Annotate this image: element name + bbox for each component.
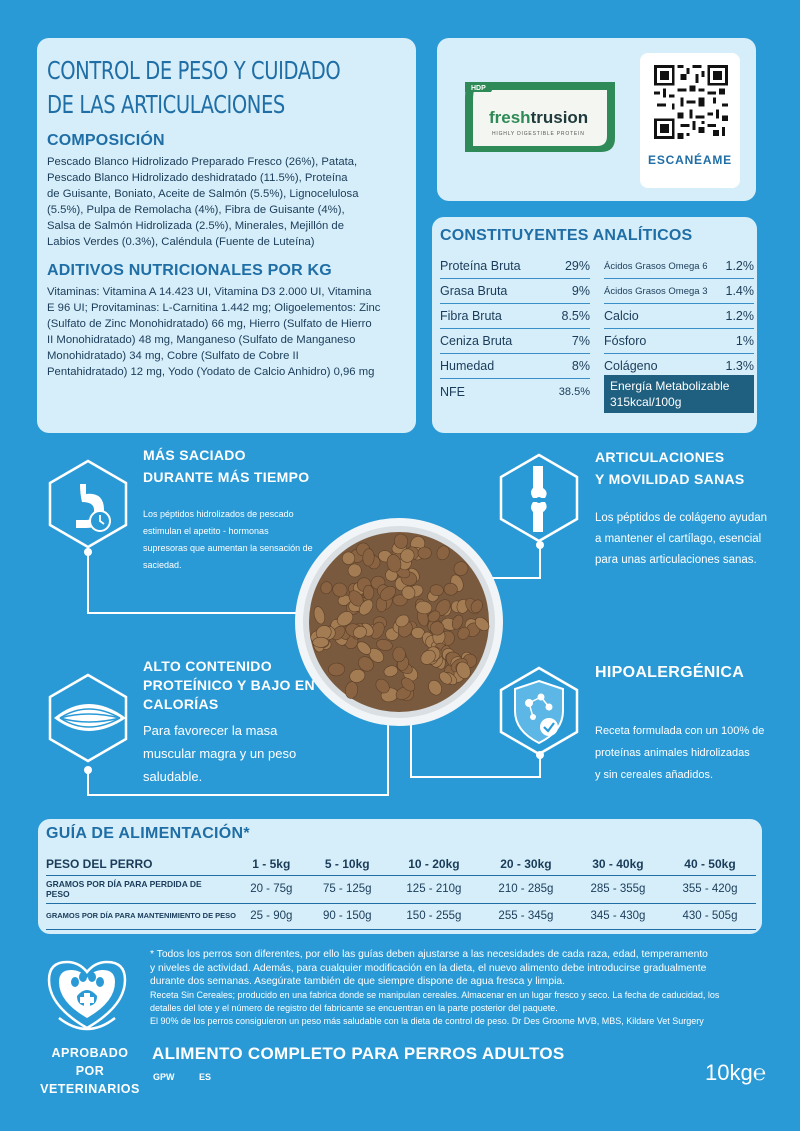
- loss-cell: 210 - 285g: [480, 875, 572, 903]
- footnote-line: y niveles de actividad. Además, para cualquier modificación en la dieta, el nuevo alimento debe introducirse gradualmente: [150, 962, 707, 974]
- analytical-row: [440, 354, 590, 379]
- row-value: 7%: [571, 334, 590, 348]
- row-label: Ácidos Grasos Omega 6: [604, 260, 708, 272]
- analytical-row: [440, 254, 590, 279]
- loss-cell: 285 - 355g: [572, 875, 664, 903]
- stomach-clock-icon: [42, 458, 134, 550]
- vet-heart-paw-icon: [45, 958, 130, 1033]
- satiety-line: saciedad.: [143, 560, 182, 570]
- freshtrusion-badge: [457, 76, 622, 158]
- table-row: [46, 903, 756, 929]
- additives-line: E 96 UI; Provitaminas: L-Carnitina 1.442 mg; Oligoelementos: Zinc: [47, 302, 381, 314]
- connector-line: [539, 545, 541, 579]
- weight-cell: 1 - 5kg: [236, 853, 307, 875]
- row-value: 1.4%: [725, 284, 754, 298]
- footnote-line: El 90% de los perros consiguieron un peso más saludable con la dieta de control de peso. Dr Des Groome MVB, MBS, Kildare Vet Surgery: [150, 1015, 704, 1026]
- table-row: [46, 875, 756, 903]
- badge-brand-2: trusion: [530, 108, 589, 127]
- maint-cell: 150 - 255g: [388, 903, 480, 929]
- qr-code[interactable]: [654, 65, 728, 139]
- code-gpw: GPW: [153, 1072, 175, 1082]
- footnote-line: * Todos los perros son diferentes, por ello las guías deben ajustarse a las necesidades de cada raza, edad, temperamento: [150, 949, 708, 960]
- badge-brand-1: fresh: [489, 108, 531, 127]
- shield-molecule-icon: [493, 665, 585, 757]
- feeding-table: [46, 853, 756, 930]
- product-codes: [153, 1072, 233, 1082]
- analytical-row: [604, 279, 754, 304]
- analytical-row: [604, 329, 754, 354]
- satiety-line: supresoras que aumentan la sensación de: [143, 543, 313, 553]
- composition-line: Pescado Blanco Hidrolizado Preparado Fresco (26%), Patata,: [47, 156, 358, 168]
- connector-line: [87, 794, 389, 796]
- row-label: NFE: [440, 384, 465, 399]
- row-value: 1.3%: [725, 359, 754, 373]
- header-label: PESO DEL PERRO: [46, 853, 236, 875]
- complete-food-label: ALIMENTO COMPLETO PARA PERROS ADULTOS: [152, 1044, 565, 1063]
- joints-line: a mantener el cartílago, esencial: [595, 533, 762, 545]
- protein-title: [143, 657, 315, 714]
- row-label: Humedad: [440, 359, 495, 373]
- muscle-icon: [42, 672, 134, 764]
- footnote-line: detalles del lote y el número de registro del fabricante se encuentran en la parte posterior del paquete.: [150, 1002, 558, 1013]
- loss-cell: 355 - 420g: [664, 875, 756, 903]
- protein-line: saludable.: [143, 769, 203, 784]
- additives-line: (Sulfato de Zinc Monohidratado) 66 mg, Hierro (Sulfato de Hierro: [47, 318, 372, 330]
- maint-label: GRAMOS POR DÍA PARA MANTENIMIENTO DE PESO: [46, 903, 236, 929]
- row-label: Fibra Bruta: [440, 309, 502, 323]
- row-value: 38.5%: [558, 385, 590, 398]
- satiety-title-2: DURANTE MÁS TIEMPO: [143, 469, 310, 485]
- analytical-row: [604, 304, 754, 329]
- weight-cell: 10 - 20kg: [388, 853, 480, 875]
- vet-approved-label: [36, 1044, 144, 1098]
- row-label: Proteína Bruta: [440, 259, 521, 273]
- energy-value: 315kcal/100g: [610, 395, 682, 409]
- additives-line: Vitaminas: Vitamina A 14.423 UI, Vitamina D3 2.000 UI, Vitamina: [47, 286, 372, 298]
- hypo-line: proteínas animales hidrolizadas: [595, 747, 750, 759]
- guide-title: GUÍA DE ALIMENTACIÓN*: [46, 825, 250, 842]
- composition-text: [47, 154, 406, 250]
- footnote-line: Receta Sin Cereales; producido en una fabrica donde se manipulan cereales. Almacenar en un lugar fresco y seco. La fecha de caducidad, los: [150, 989, 720, 1000]
- weight-cell: 30 - 40kg: [572, 853, 664, 875]
- maint-cell: 90 - 150g: [307, 903, 388, 929]
- composition-line: Salsa de Salmón Hidrolizada (2.5%), Minerales, Mejillón de: [47, 220, 344, 232]
- loss-cell: 75 - 125g: [307, 875, 388, 903]
- satiety-line: estimulan el apetito - hormonas: [143, 526, 269, 536]
- loss-cell: 20 - 75g: [236, 875, 307, 903]
- qr-card[interactable]: [640, 53, 740, 188]
- protein-line: Para favorecer la masa: [143, 723, 278, 738]
- protein-title-2: PROTEÍNICO Y BAJO EN: [143, 677, 315, 693]
- main-title: [47, 54, 414, 122]
- vet-label-2: VETERINARIOS: [40, 1082, 140, 1096]
- row-label: Calcio: [604, 309, 639, 323]
- additives-line: Pentahidratado) 12 mg, Yodo (Yodato de Calcio Anhidro) 0,96 mg: [47, 366, 375, 378]
- title-line-2: DE LAS ARTICULACIONES: [47, 90, 285, 119]
- composition-panel: [37, 38, 416, 433]
- energy-box: [604, 375, 754, 413]
- satiety-text: [143, 506, 313, 574]
- maint-cell: 430 - 505g: [664, 903, 756, 929]
- connector-line: [87, 552, 89, 614]
- protein-title-1: ALTO CONTENIDO: [143, 658, 272, 674]
- protein-text: [143, 719, 296, 788]
- badge-subtitle: HIGHLY DIGESTIBLE PROTEIN: [492, 131, 585, 137]
- composition-line: Pescado Blanco Hidrolizado deshidratado (11.5%), Proteína: [47, 172, 348, 184]
- analytical-title: CONSTITUYENTES ANALÍTICOS: [440, 227, 693, 244]
- row-label: Ceniza Bruta: [440, 334, 513, 348]
- table-row: [46, 853, 756, 875]
- analytical-row: [440, 379, 590, 404]
- analytical-row: [604, 254, 754, 279]
- maint-cell: 25 - 90g: [236, 903, 307, 929]
- analytical-row: [440, 329, 590, 354]
- feeding-guide-panel: [38, 819, 762, 934]
- row-value: 1.2%: [725, 309, 754, 323]
- row-value: 29%: [564, 259, 590, 273]
- hypo-line: Receta formulada con un 100% de: [595, 725, 765, 737]
- net-weight: 10kg℮: [705, 1060, 766, 1085]
- loss-cell: 125 - 210g: [388, 875, 480, 903]
- connector-line: [387, 720, 389, 796]
- row-value: 1.2%: [725, 259, 754, 273]
- knee-joint-icon: [493, 452, 585, 544]
- footnote-line: durante dos semanas. Asegúrate también de que siempre dispone de agua fresca y limpia.: [150, 976, 565, 987]
- satiety-title-1: MÁS SACIADO: [143, 447, 246, 463]
- hypo-text: [595, 720, 764, 786]
- row-label: Fósforo: [604, 334, 647, 348]
- footnote: [150, 948, 765, 1028]
- protein-line: muscular magra y un peso: [143, 746, 297, 761]
- row-label: Grasa Bruta: [440, 284, 508, 298]
- weight-cell: 40 - 50kg: [664, 853, 756, 875]
- weight-cell: 5 - 10kg: [307, 853, 388, 875]
- loss-label: [46, 875, 236, 903]
- composition-heading: COMPOSICIÓN: [47, 132, 165, 149]
- energy-label: Energía Metabolizable: [610, 379, 730, 393]
- kibble-piece: [313, 637, 329, 647]
- food-bowl-image: [294, 517, 504, 727]
- row-value: 8%: [571, 359, 590, 373]
- connector-line: [410, 776, 540, 778]
- title-line-1: CONTROL DE PESO Y CUIDADO: [47, 56, 341, 85]
- composition-line: (5.5%), Pulpa de Remolacha (4%), Fibra de Guisante (4%),: [47, 204, 345, 216]
- protein-title-3: CALORÍAS: [143, 696, 219, 712]
- composition-line: Labios Verdes (0.3%), Caléndula (Fuente de Luteína): [47, 236, 315, 248]
- additives-line: Monohidratado) 34 mg, Cobre (Sulfato de Cobre II: [47, 350, 299, 362]
- weight-cell: 20 - 30kg: [480, 853, 572, 875]
- hypo-line: y sin cereales añadidos.: [595, 769, 714, 781]
- joints-title: [595, 446, 745, 490]
- hypo-title: HIPOALERGÉNICA: [595, 664, 745, 681]
- joints-line: Los péptidos de colágeno ayudan: [595, 512, 768, 524]
- joints-text: [595, 508, 767, 571]
- badge-tag: HDP: [471, 85, 486, 92]
- joints-line: para unas articulaciones sanas.: [595, 554, 757, 566]
- maint-cell: 345 - 430g: [572, 903, 664, 929]
- kibble-piece: [418, 547, 432, 560]
- joints-title-1: ARTICULACIONES: [595, 449, 725, 465]
- additives-line: II Monohidratado) 48 mg, Manganeso (Sulfato de Manganeso: [47, 334, 356, 346]
- analytical-row: [440, 279, 590, 304]
- analytical-row: [440, 304, 590, 329]
- row-value: 9%: [571, 284, 590, 298]
- satiety-title: [143, 444, 309, 488]
- row-value: 1%: [735, 334, 754, 348]
- row-label: Colágeno: [604, 359, 658, 373]
- maint-cell: 255 - 345g: [480, 903, 572, 929]
- composition-line: de Guisante, Boniato, Aceite de Salmón (5.5%), Lignocelulosa: [47, 188, 359, 200]
- loss-label-1: GRAMOS POR DÍA PARA PERDIDA DE: [46, 879, 202, 889]
- additives-text: [47, 284, 406, 380]
- scan-label: ESCANÉAME: [648, 153, 732, 167]
- code-es: ES: [199, 1072, 212, 1082]
- connector-line: [87, 612, 317, 614]
- loss-label-2: PESO: [46, 889, 70, 899]
- row-label: Ácidos Grasos Omega 3: [604, 285, 708, 297]
- additives-heading: ADITIVOS NUTRICIONALES POR KG: [47, 262, 332, 279]
- vet-label-1: APROBADO POR: [51, 1046, 129, 1078]
- joints-title-2: Y MOVILIDAD SANAS: [595, 471, 745, 487]
- connector-dot: [84, 766, 92, 774]
- logo-panel: [437, 38, 756, 201]
- satiety-line: Los péptidos hidrolizados de pescado: [143, 509, 294, 519]
- svg-text:freshtrusion: [489, 108, 588, 127]
- analytical-panel: [432, 217, 757, 433]
- row-value: 8.5%: [561, 309, 590, 323]
